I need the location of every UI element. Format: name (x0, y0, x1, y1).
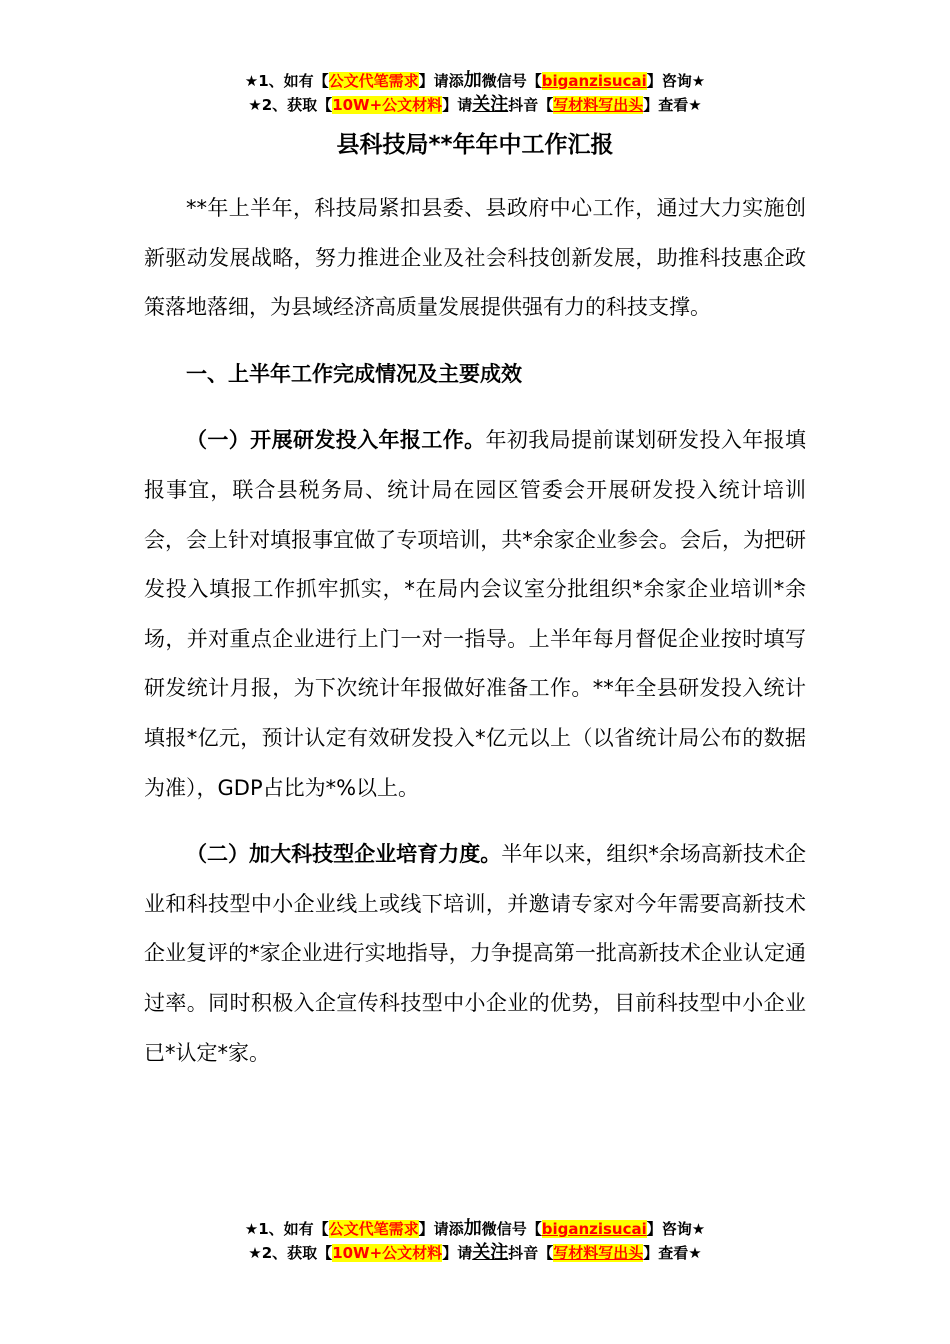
promo-line-2 (0, 93, 950, 117)
item-body: 半年以来，组织*余场高新技术企业和科技型中小企业线上或线下培训，并邀请专家对今年需要高新技术企业复评的*家企业进行实地指导，力争提高第一批高新技术企业认定通过率。同时积极入企宣传科技型中小企业的优势，目前科技型中小企业已*认定*家。 (144, 842, 807, 1065)
promo-text: ★2、获取【 (248, 96, 333, 114)
promo-text: 微信号【 (481, 72, 542, 90)
promo-text: 】请 (442, 96, 473, 114)
item-heading: （二）加大科技型企业培育力度。 (186, 842, 502, 867)
promo-line-1 (0, 1217, 950, 1241)
promo-highlight: 公文代笔需求 (328, 72, 419, 90)
promo-text: ★1、如有【 (244, 72, 329, 90)
promo-text: 】查看★ (643, 1244, 702, 1262)
promo-text: ★2、获取【 (248, 1244, 333, 1262)
promo-text: 关注 (472, 94, 509, 115)
wechat-id-link[interactable]: biganzisucai (541, 1220, 647, 1238)
promo-line-1 (0, 69, 950, 93)
douyin-account-link[interactable]: 写材料写出头 (553, 96, 644, 114)
promo-text: 加 (463, 70, 482, 91)
promo-text: 】咨询★ (646, 72, 706, 90)
promo-text: 】请 (442, 1244, 473, 1262)
promo-highlight: 公文代笔需求 (328, 1220, 419, 1238)
promo-text: 】请添 (418, 72, 464, 90)
item-paragraph-2 (144, 830, 806, 1078)
promo-footer (0, 1217, 950, 1265)
promo-text: 微信号【 (481, 1220, 542, 1238)
promo-highlight: 10W+公文材料 (332, 96, 443, 114)
document-title: 县科技局**年年中工作汇报 (336, 132, 614, 158)
document-body (144, 184, 806, 1078)
item-paragraph-1 (144, 416, 806, 813)
promo-text: 抖音【 (508, 1244, 554, 1262)
promo-text: ★1、如有【 (244, 1220, 329, 1238)
intro-paragraph: **年上半年，科技局紧扣县委、县政府中心工作，通过大力实施创新驱动发展战略，努力推进企业及社会科技创新发展，助推科技惠企政策落地落细，为县域经济高质量发展提供强有力的科技支撑。 (144, 196, 806, 320)
promo-highlight: 10W+公文材料 (332, 1244, 443, 1262)
item-heading: （一）开展研发投入年报工作。 (186, 428, 486, 453)
wechat-id-link[interactable]: biganzisucai (541, 72, 647, 90)
douyin-account-link[interactable]: 写材料写出头 (553, 1244, 644, 1262)
promo-text: 】查看★ (643, 96, 702, 114)
promo-text: 加 (463, 1218, 482, 1239)
promo-text: 】请添 (418, 1220, 464, 1238)
promo-text: 关注 (472, 1242, 509, 1263)
promo-header (0, 69, 950, 117)
promo-text: 】咨询★ (646, 1220, 706, 1238)
promo-text: 抖音【 (508, 96, 554, 114)
promo-line-2 (0, 1241, 950, 1265)
section-heading: 一、上半年工作完成情况及主要成效 (186, 361, 522, 386)
item-body: 年初我局提前谋划研发投入年报填报事宜，联合县税务局、统计局在园区管委会开展研发投入统计培训会，会上针对填报事宜做了专项培训，共*余家企业参会。会后，为把研发投入填报工作抓牢抓实，*在局内会议室分批组织*余家企业培训*余场，并对重点企业进行上门一对一指导。上半年每月督促企业按时填写研发统计月报，为下次统计年报做好准备工作。**年全县研发投入统计填报*亿元，预计认定有效研发投入*亿元以上（以省统计局公布的数据为准），GDP占比为*%以上。 (144, 428, 806, 800)
